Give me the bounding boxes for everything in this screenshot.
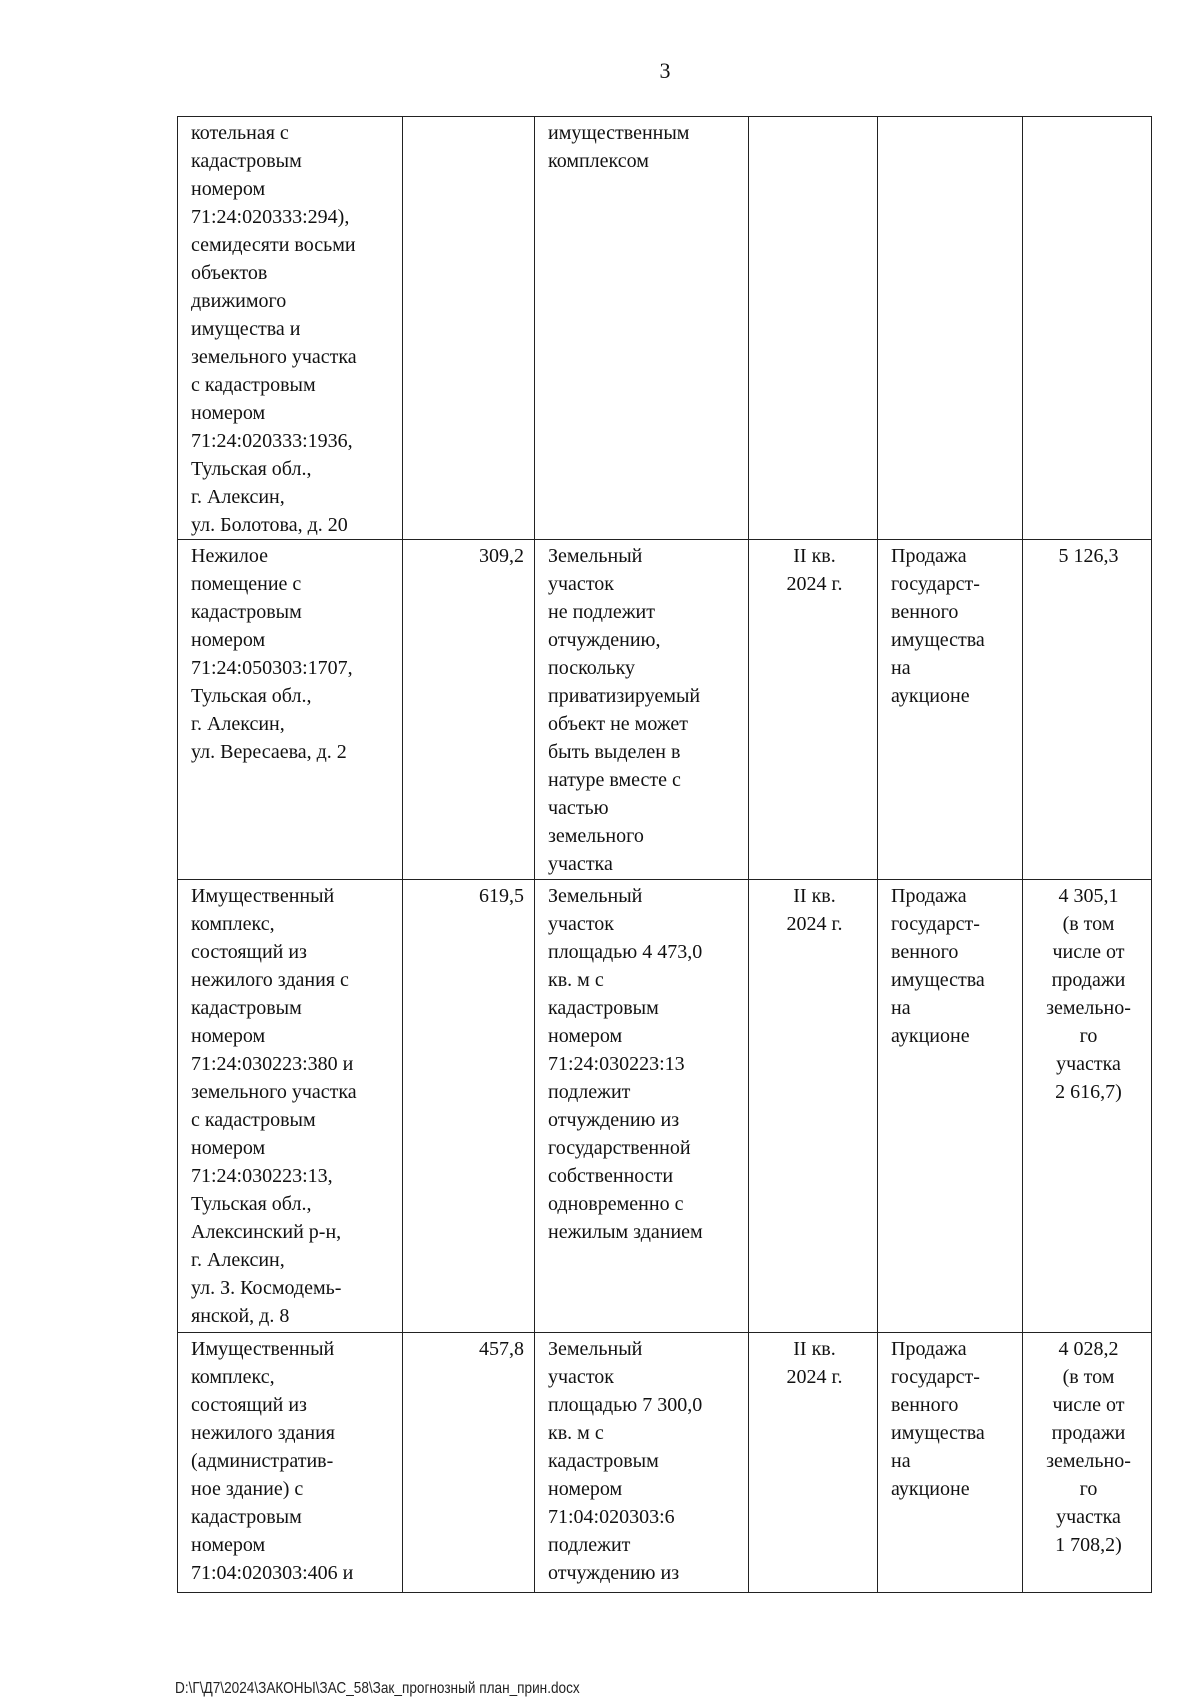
term-cell: II кв. 2024 г.	[749, 1333, 878, 1593]
object-name-cell: Имущественный комплекс, состоящий из нежилого здания (административ- ное здание) с кадастровым номером 71:04:020303:406 и	[178, 1333, 403, 1593]
land-plot-cell: Земельный участок площадью 7 300,0 кв. м с кадастровым номером 71:04:020303:6 подлежит отчуждению из	[535, 1333, 749, 1593]
page-number: 3	[659, 58, 671, 83]
term-cell	[749, 117, 878, 540]
area-cell: 619,5	[403, 880, 535, 1333]
price-cell: 4 028,2 (в том числе от продажи земельно- го участка 1 708,2)	[1023, 1333, 1152, 1593]
method-cell	[878, 117, 1023, 540]
method-cell: Продажа государст- венного имущества на аукционе	[878, 540, 1023, 880]
land-plot-cell: Земельный участок площадью 4 473,0 кв. м с кадастровым номером 71:24:030223:13 подлежит отчуждению из государственной собственности одновременно с нежилым зданием	[535, 880, 749, 1333]
table-row	[178, 540, 1152, 880]
method-cell: Продажа государст- венного имущества на аукционе	[878, 1333, 1023, 1593]
term-cell: II кв. 2024 г.	[749, 540, 878, 880]
price-cell	[1023, 117, 1152, 540]
table-row	[178, 117, 1152, 540]
table-row	[178, 880, 1152, 1333]
term-cell: II кв. 2024 г.	[749, 880, 878, 1333]
file-path-footer: D:\Г\Д7\2024\ЗАКОНЫ\ЗАС_58\Зак_прогнозный план_прин.docx	[175, 1680, 580, 1697]
area-cell: 457,8	[403, 1333, 535, 1593]
object-name-cell: Нежилое помещение с кадастровым номером 71:24:050303:1707, Тульская обл., г. Алексин, ул. Вересаева, д. 2	[178, 540, 403, 880]
method-cell: Продажа государст- венного имущества на аукционе	[878, 880, 1023, 1333]
price-cell: 5 126,3	[1023, 540, 1152, 880]
table-row	[178, 1333, 1152, 1593]
area-cell: 309,2	[403, 540, 535, 880]
object-name-cell: Имущественный комплекс, состоящий из нежилого здания с кадастровым номером 71:24:030223:380 и земельного участка с кадастровым номером 71:24:030223:13, Тульская обл., Алексинский р-н, г. Алексин, ул. З. Космодемь- янской, д. 8	[178, 880, 403, 1333]
price-cell: 4 305,1 (в том числе от продажи земельно- го участка 2 616,7)	[1023, 880, 1152, 1333]
land-plot-cell: Земельный участок не подлежит отчуждению, поскольку приватизируемый объект не может быть выделен в натуре вместе с частью земельного участка	[535, 540, 749, 880]
land-plot-cell: имущественным комплексом	[535, 117, 749, 540]
area-cell	[403, 117, 535, 540]
privatization-plan-table	[177, 116, 1152, 1593]
object-name-cell: котельная с кадастровым номером 71:24:020333:294), семидесяти восьми объектов движимого имущества и земельного участка с кадастровым номером 71:24:020333:1936, Тульская обл., г. Алексин, ул. Болотова, д. 20	[178, 117, 403, 540]
